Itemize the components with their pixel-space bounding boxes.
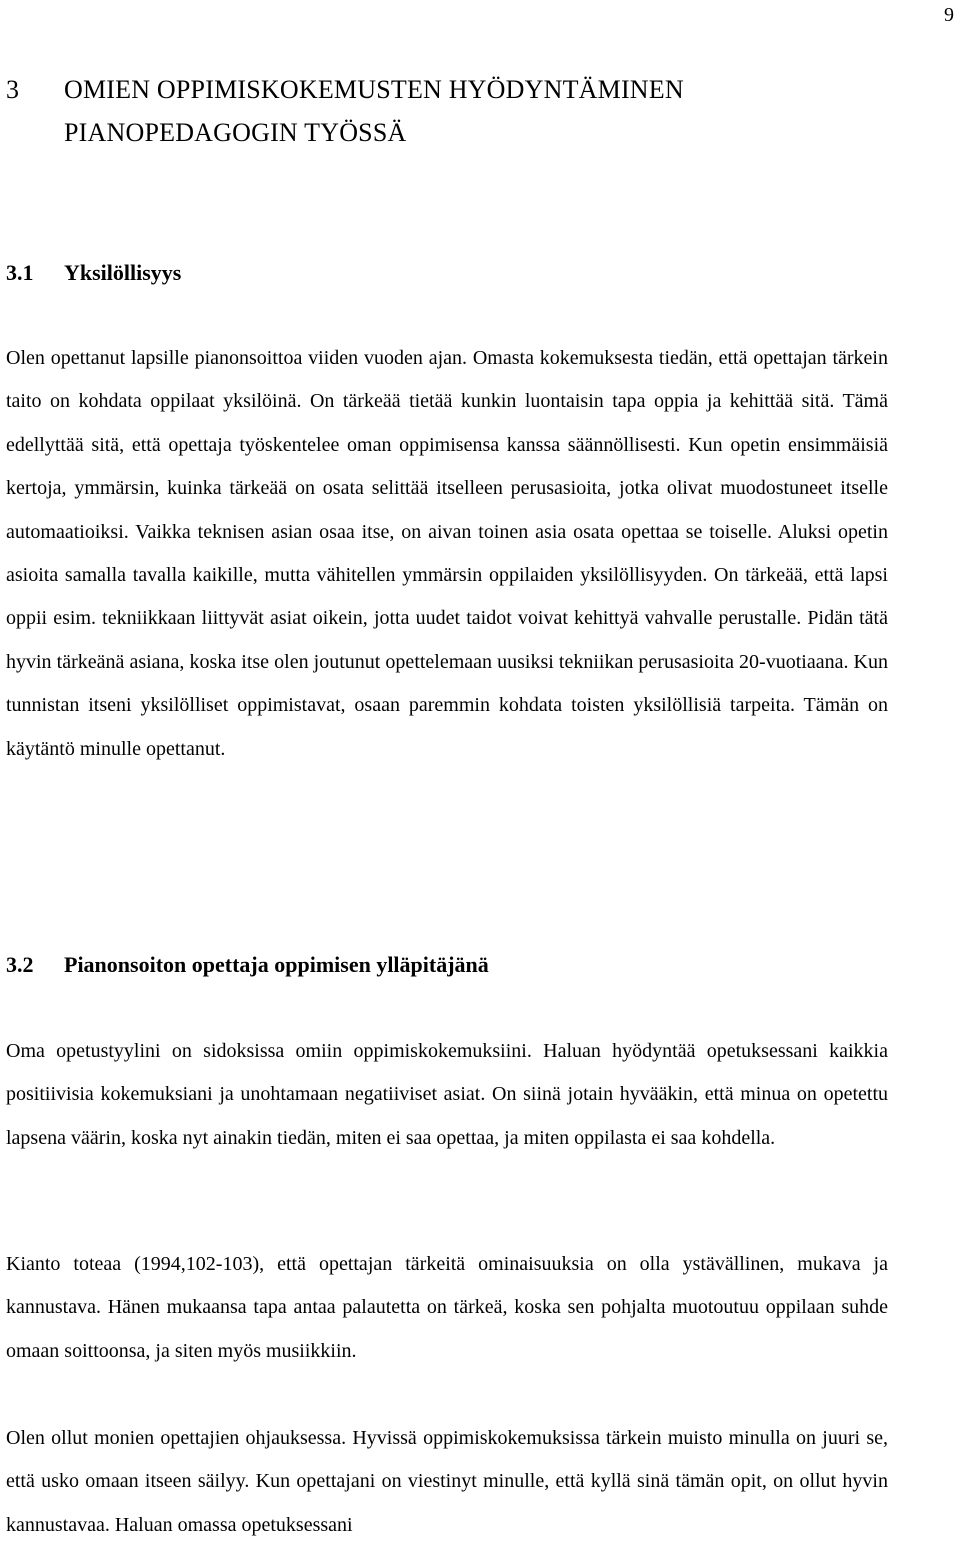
section-number: 3.2: [6, 952, 34, 977]
section-title: Pianonsoiton opettaja oppimisen ylläpitäjänä: [64, 952, 489, 977]
section-number: 3.1: [6, 260, 34, 285]
section-title: Yksilöllisyys: [64, 260, 182, 285]
chapter-heading: [6, 68, 684, 154]
paragraph-kianto: Kianto toteaa (1994,102-103), että opettajan tärkeitä ominaisuuksia on olla ystävällinen, mukava ja kannustava. Hänen mukaansa tapa antaa palautetta on tärkeä, koska sen pohjalta muotoutuu oppilaan suhde omaan soittoonsa, ja siten myös musiikkiin.: [6, 1253, 888, 1362]
section-heading-3-1: [6, 258, 181, 288]
chapter-number: 3: [6, 75, 20, 104]
paragraph-teaching-style: Oma opetustyylini on sidoksissa omiin oppimiskokemuksiini. Haluan hyödyntää opetuksessani kaikkia positiivisia kokemuksiani ja unohtamaan negatiiviset asiat. On siinä jotain hyvääkin, että minua on opetettu lapsena väärin, koska nyt ainakin tiedän, miten ei saa opettaa, ja miten oppilasta ei saa kohdella.: [6, 1040, 888, 1149]
chapter-title-line2: PIANOPEDAGOGIN TYÖSSÄ: [64, 118, 407, 147]
paragraph-teachers-guidance: Olen ollut monien opettajien ohjauksessa. Hyvissä oppimiskokemuksissa tärkein muisto minulla on juuri se, että usko omaan itseen säilyy. Kun opettajani on viestinyt minulle, että kyllä sinä tämän opit, on ollut hyvin kannustavaa. Haluan omassa opetuksessani: [6, 1427, 888, 1536]
page-number: 9: [944, 4, 954, 26]
paragraph-individuality: Olen opettanut lapsille pianonsoittoa viiden vuoden ajan. Omasta kokemuksesta tiedän, että opettajan tärkein taito on kohdata oppilaat yksilöinä. On tärkeää tietää kunkin luontaisin tapa oppia ja kehittää sitä. Tämä edellyttää sitä, että opettaja työskentelee oman oppimisensa kanssa säännöllisesti. Kun opetin ensimmäisiä kertoja, ymmärsin, kuinka tärkeää on osata selittää itselleen perusasioita, jotka olivat muodostuneet itselle automaatioiksi. Vaikka teknisen asian osaa itse, on aivan toinen asia osata opettaa se toiselle. Aluksi opetin asioita samalla tavalla kaikille, mutta vähitellen ymmärsin oppilaiden yksilöllisyyden. On tärkeää, että lapsi oppii esim. tekniikkaan liittyvät asiat oikein, jotta uudet taidot voivat kehittyä vahvalle perustalle. Pidän tätä hyvin tärkeänä asiana, koska itse olen joutunut opettelemaan uusiksi tekniikan perusasioita 20-vuotiaana. Kun tunnistan itseni yksilölliset oppimistavat, osaan paremmin kohdata toisten yksilöllisiä tarpeita. Tämän on käytäntö minulle opettanut.: [6, 347, 888, 760]
chapter-title-line1: OMIEN OPPIMISKOKEMUSTEN HYÖDYNTÄMINEN: [64, 75, 684, 104]
section-heading-3-2: [6, 950, 489, 980]
